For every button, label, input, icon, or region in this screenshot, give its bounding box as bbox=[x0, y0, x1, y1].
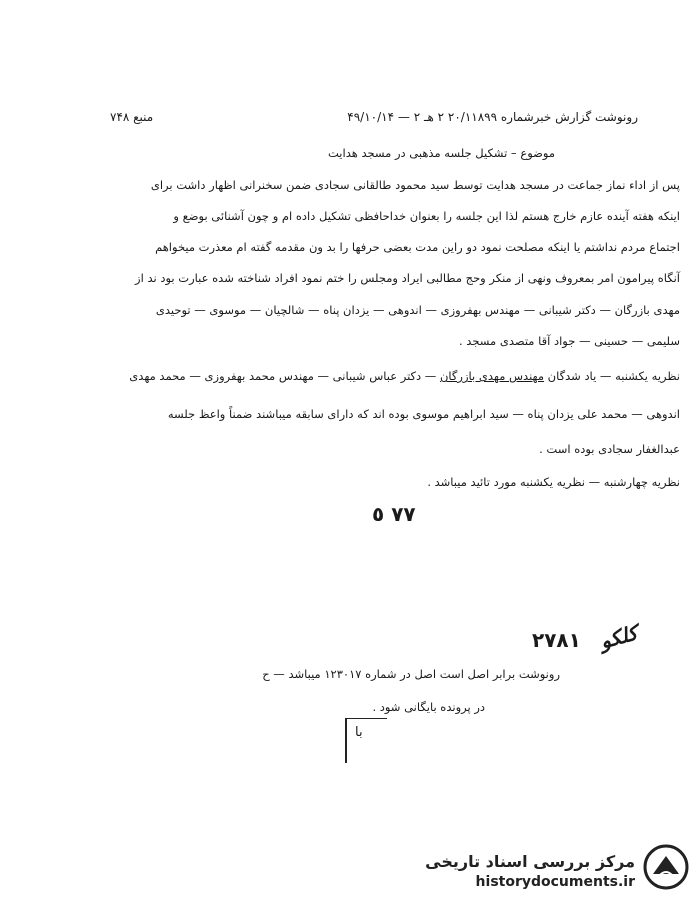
watermark-name: مرکز بررسی اسناد تاریخی bbox=[425, 852, 635, 871]
opinion-sunday-line-3: عبدالغفار سجادی بوده است . bbox=[539, 442, 680, 456]
opinion-wednesday: نظریه چهارشنبه — نظریه یکشنبه مورد تائید میباشد . bbox=[427, 475, 680, 489]
handwritten-stamp-number: ٧٧ ٥ bbox=[372, 502, 416, 526]
report-title: رونوشت گزارش خبرشماره ۲۰/۱۱۸۹۹ ۲ هـ ۲ — ۴۹/۱۰/۱۴ bbox=[347, 110, 638, 124]
opinion-sunday-line-1: نظریه یکشنبه — یاد شدگان مهندس مهدی بازرگان — دکتر عباس شیبانی — مهندس محمد بهفروزی — محمد مهدی bbox=[129, 369, 680, 383]
filing-note: در پرونده بایگانی شود . bbox=[372, 700, 485, 714]
body-line-6: سلیمی — حسینی — جواد آقا متصدی مسجد . bbox=[458, 334, 680, 348]
archive-logo-icon bbox=[643, 844, 689, 890]
seal-mark bbox=[345, 718, 387, 763]
seal-text: با bbox=[355, 725, 363, 740]
body-line-3: اجتماع مردم نداشتم یا اینکه مصلحت نمود دو راین مدت بعضی حرفها را بد ون مقدمه گفته ام معذرت میخواهم bbox=[155, 240, 680, 254]
body-line-2: اینکه هفته آینده عازم خارج هستم لذا این جلسه را بعنوان خداحافظی تشکیل داده ام و چون آشنائی بوضع و bbox=[173, 209, 680, 223]
body-line-1: پس از اداء نماز جماعت در مسجد هدایت توسط سید محمود طالقانی سجادی ضمن سخنرانی اظهار داشت برای bbox=[150, 178, 680, 192]
body-line-4: آنگاه پیرامون امر بمعروف ونهی از منکر وحج مطالبی ایراد ومجلس را ختم نمود افراد شناخته شده عبارت بود ند از bbox=[135, 271, 680, 285]
body-line-5: مهدی بازرگان — دکتر شیبانی — مهندس بهفروزی — اندوهی — یزدان پناه — شالچیان — موسوی — توحیدی bbox=[155, 303, 680, 317]
handwritten-signature: کلکو bbox=[597, 620, 640, 654]
archive-number: ۲۷۸۱ bbox=[532, 628, 581, 652]
watermark-url: historydocuments.ir bbox=[475, 874, 635, 890]
watermark bbox=[395, 838, 695, 898]
certification-note: رونوشت برابر اصل است اصل در شماره ۱۲۳۰۱۷ میباشد — ح bbox=[262, 667, 560, 681]
report-source: منبع ۷۴۸ bbox=[110, 110, 154, 124]
subject-line: موضوع – تشکیل جلسه مذهبی در مسجد هدایت bbox=[328, 146, 555, 160]
underlined-name: مهندس مهدی بازرگان bbox=[439, 369, 545, 383]
opinion-sunday-line-2: اندوهی — محمد علی یزدان پناه — سید ابراهیم موسوی بوده اند که دارای سابقه میباشند ضمناً واعظ جلسه bbox=[167, 407, 680, 421]
